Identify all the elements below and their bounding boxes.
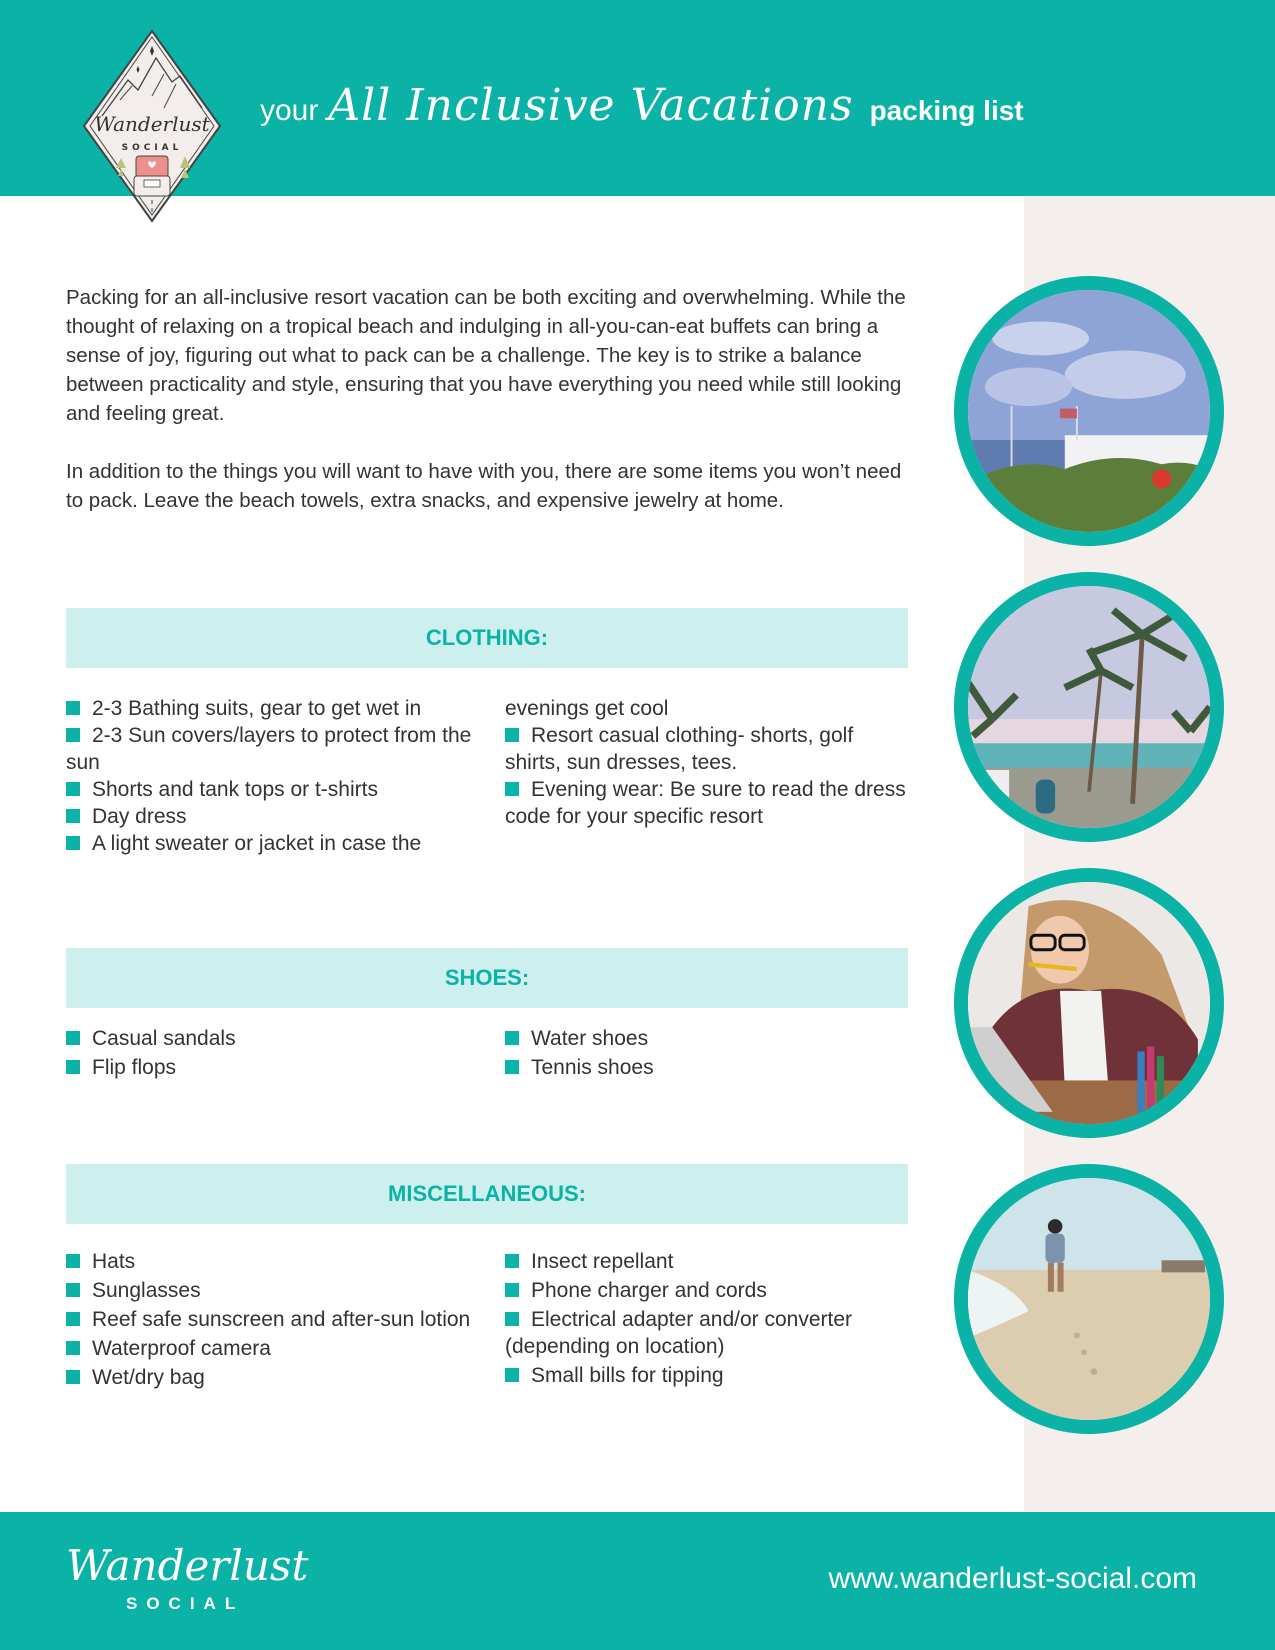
square-bullet-icon [505, 782, 519, 796]
list-column-right [505, 1025, 911, 1083]
list-item: Tennis shoes [505, 1054, 911, 1081]
square-bullet-icon [505, 1060, 519, 1074]
square-bullet-icon [66, 1370, 80, 1384]
footer-logo [66, 1541, 309, 1614]
section-title: CLOTHING: [425, 625, 549, 650]
svg-text:SOCIAL: SOCIAL [121, 143, 183, 153]
square-bullet-icon [66, 809, 80, 823]
square-bullet-icon [505, 1283, 519, 1297]
section-header-miscellaneous [66, 1164, 908, 1224]
title-script: All Inclusive Vacations [328, 80, 854, 131]
list-item: Reef safe sunscreen and after-sun lotion [66, 1306, 505, 1333]
square-bullet-icon [66, 782, 80, 796]
list-item: Evening wear: Be sure to read the dress code for your specific resort [505, 778, 906, 828]
intro-paragraph: In addition to the things you will want to have with you, there are some items you won’t need to pack. Leave the beach towels, extra snacks, and expensive jewelry at home. [66, 460, 902, 512]
list-item: Water shoes [505, 1025, 911, 1052]
square-bullet-icon [505, 1312, 519, 1326]
square-bullet-icon [66, 701, 80, 715]
square-bullet-icon [66, 1312, 80, 1326]
intro-text [66, 283, 911, 544]
square-bullet-icon [505, 1254, 519, 1268]
section-header-clothing [66, 608, 908, 668]
list-item: Insect repellant [505, 1248, 911, 1275]
list-item: Electrical adapter and/or converter (depending on location) [505, 1308, 852, 1358]
square-bullet-icon [505, 1031, 519, 1045]
list-column-right [505, 1248, 911, 1393]
square-bullet-icon [66, 1341, 80, 1355]
square-bullet-icon [66, 1060, 80, 1074]
svg-text:Wanderlust: Wanderlust [94, 112, 210, 136]
photo-stressed-woman [954, 868, 1224, 1138]
list-item-continuation: evenings get cool [505, 697, 669, 720]
wanderlust-logo-badge [80, 28, 224, 224]
list-column-right [505, 695, 911, 857]
shoes-list [66, 1025, 911, 1083]
list-item: Hats [66, 1248, 505, 1275]
footer-brand: Wanderlust [66, 1541, 309, 1590]
square-bullet-icon [66, 1031, 80, 1045]
list-item: 2-3 Sun covers/layers to protect from the sun [66, 724, 472, 774]
square-bullet-icon [66, 1283, 80, 1297]
section-header-shoes [66, 948, 908, 1008]
list-column-left [66, 1248, 505, 1393]
photo-palm-trees-beach [954, 572, 1224, 842]
list-item: Small bills for tipping [505, 1362, 911, 1389]
title-prefix: your [260, 94, 319, 127]
footer-brand-sub: SOCIAL [126, 1594, 245, 1613]
clothing-list [66, 695, 911, 857]
section-title: MISCELLANEOUS: [388, 1181, 586, 1206]
list-item: Day dress [66, 803, 505, 830]
title-suffix: packing list [869, 95, 1024, 126]
page-title [260, 80, 1024, 140]
list-item: Phone charger and cords [505, 1277, 911, 1304]
list-item: Waterproof camera [66, 1335, 505, 1362]
list-item: Casual sandals [66, 1025, 505, 1052]
list-item: Resort casual clothing- shorts, golf shirts, sun dresses, tees. [505, 724, 854, 774]
page-footer [0, 1512, 1275, 1650]
list-item: Shorts and tank tops or t-shirts [66, 776, 505, 803]
list-item: 2-3 Bathing suits, gear to get wet in [66, 695, 505, 722]
intro-paragraph: Packing for an all-inclusive resort vacation can be both exciting and overwhelming. While the thought of relaxing on a tropical beach and indulging in all-you-can-eat buffets can bring a sense of joy, figuring out what to pack can be a challenge. The key is to strike a balance between practicality and style, ensuring that you have everything you need while still looking and feeling great. [66, 286, 906, 425]
list-item: Flip flops [66, 1054, 505, 1081]
miscellaneous-list [66, 1248, 911, 1393]
list-item: Sunglasses [66, 1277, 505, 1304]
list-item: Wet/dry bag [66, 1364, 505, 1391]
square-bullet-icon [505, 1368, 519, 1382]
photo-beach-walker [954, 1164, 1224, 1434]
square-bullet-icon [66, 1254, 80, 1268]
list-item: A light sweater or jacket in case the [66, 830, 505, 857]
list-column-left [66, 695, 505, 857]
website-link[interactable]: www.wanderlust-social.com [828, 1562, 1197, 1595]
section-title: SHOES: [444, 965, 530, 990]
square-bullet-icon [505, 728, 519, 742]
square-bullet-icon [66, 728, 80, 742]
square-bullet-icon [66, 836, 80, 850]
list-column-left [66, 1025, 505, 1083]
photo-resort-building [954, 276, 1224, 546]
